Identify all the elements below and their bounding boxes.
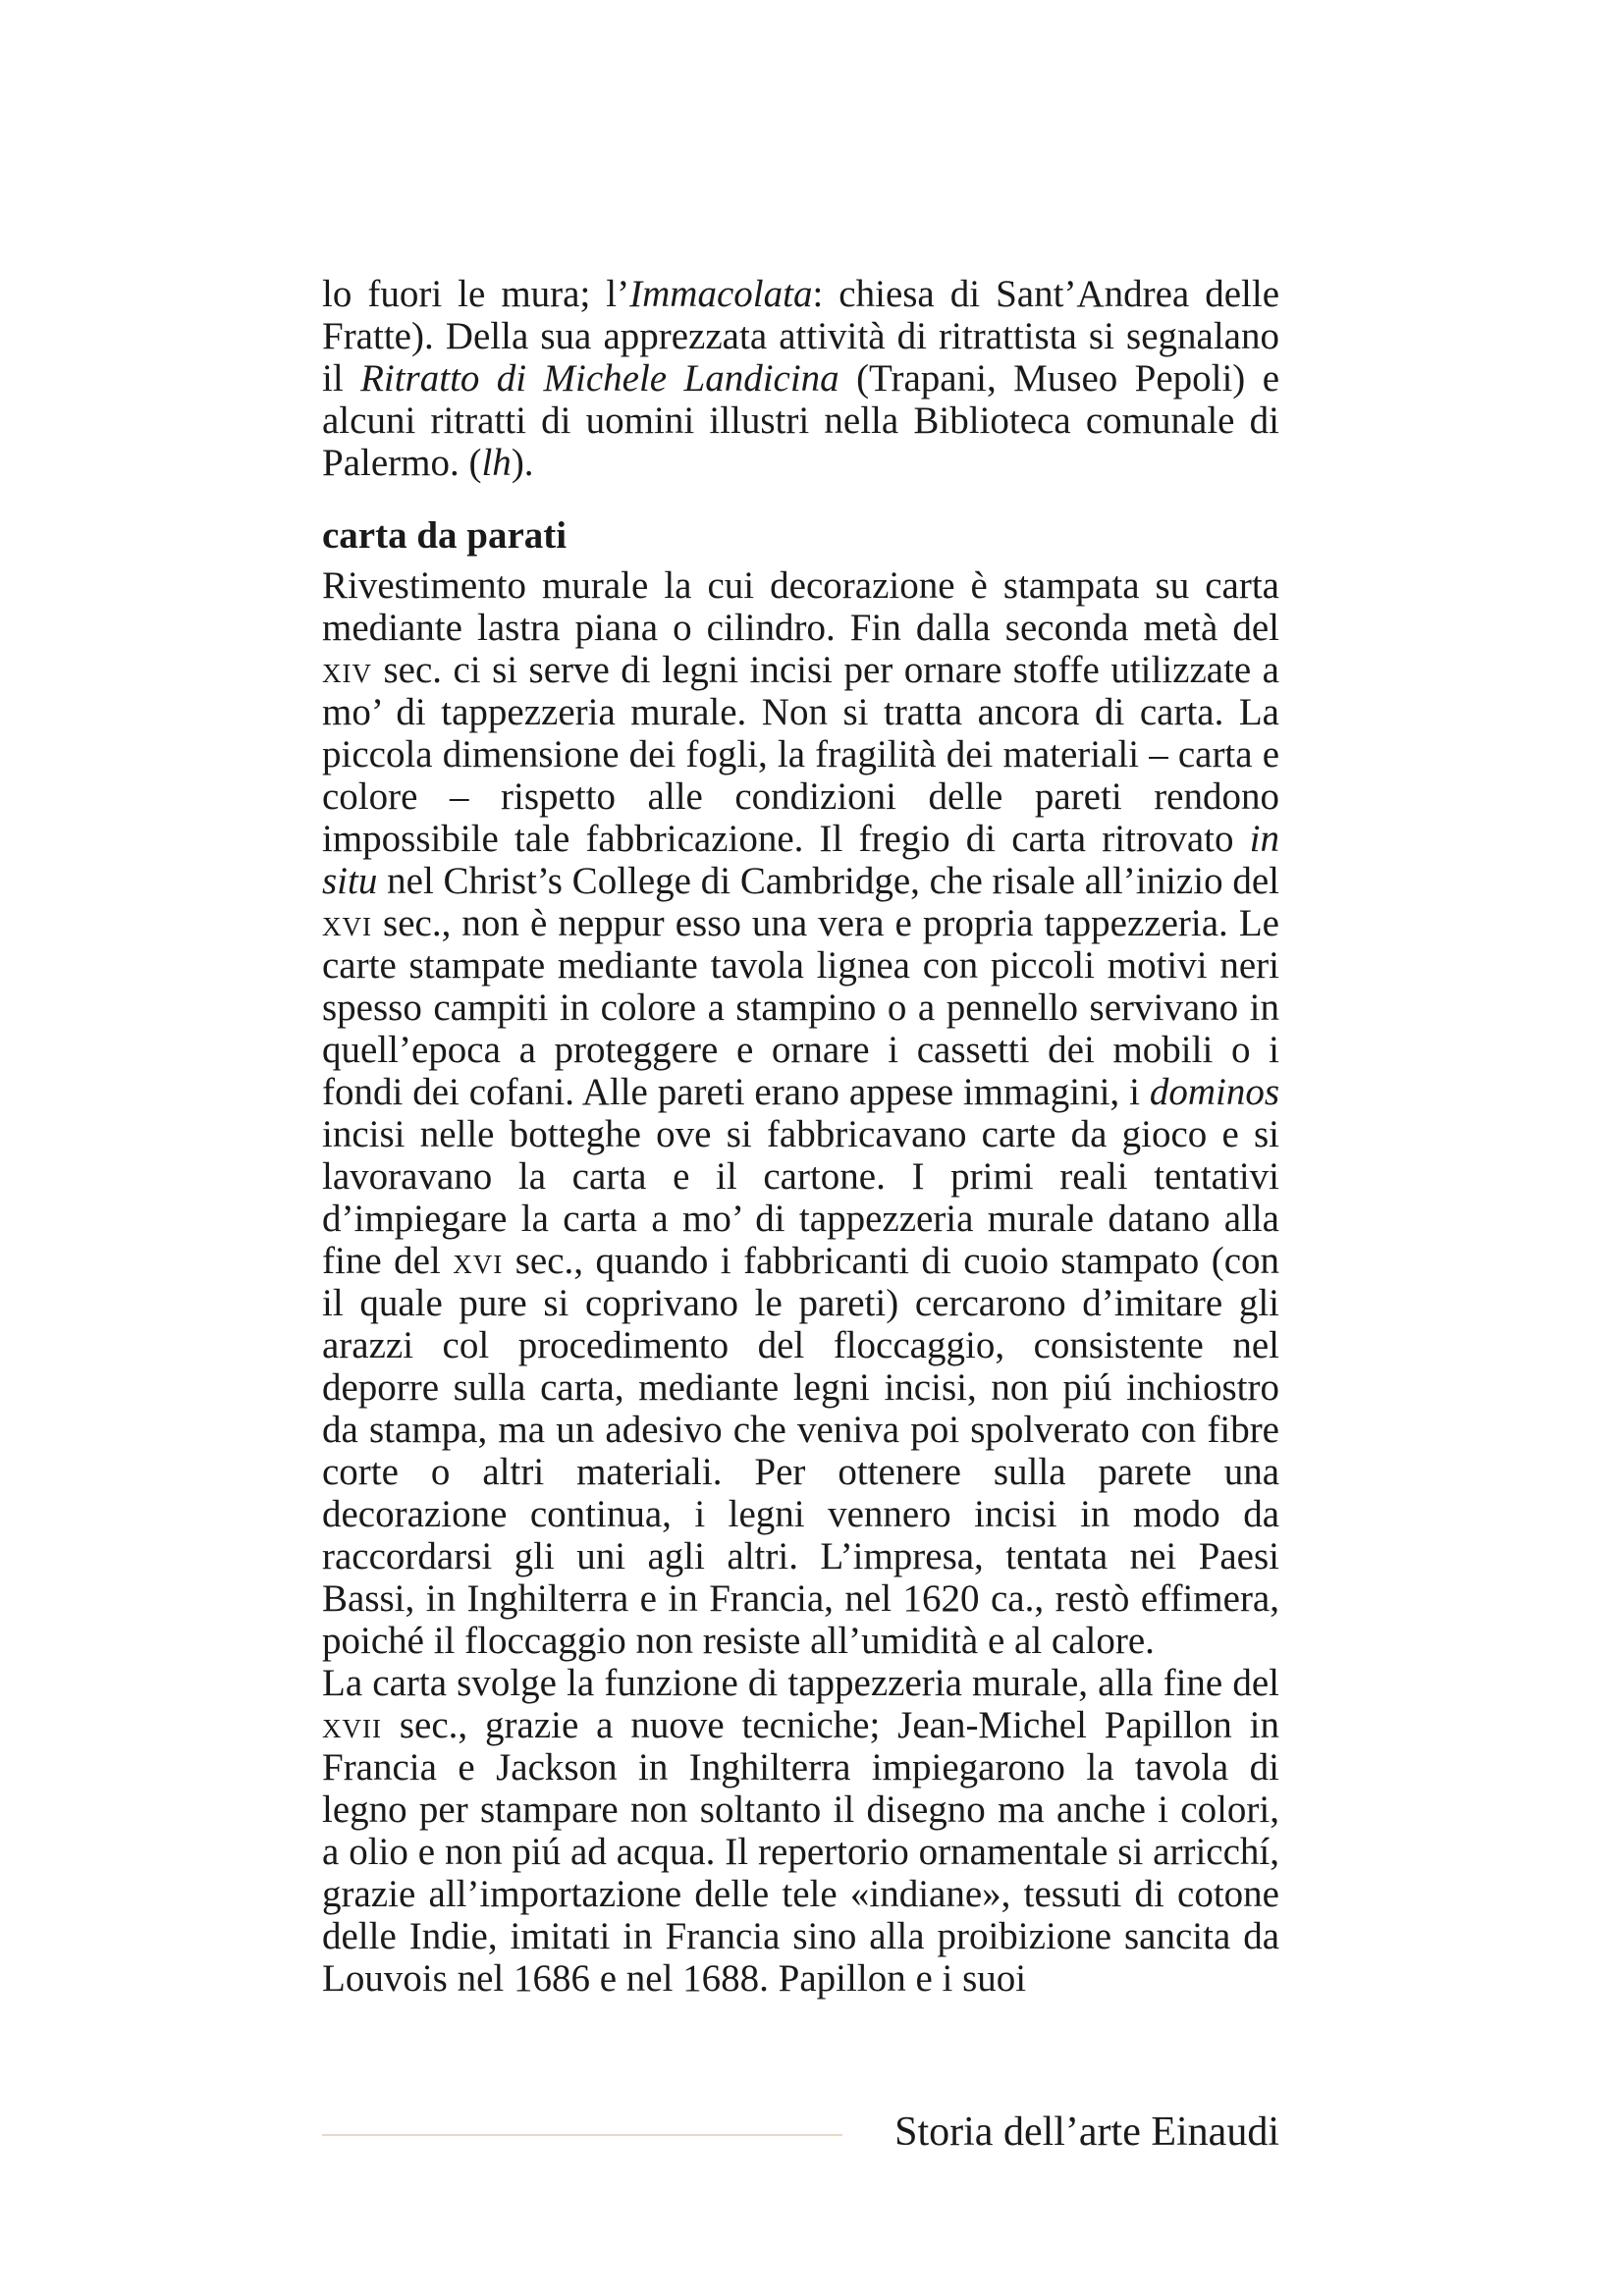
p2-text-1: La carta svolge la funzione di tappezzeria murale, alla fine del: [322, 1662, 1279, 1704]
entry-paragraph-2: [322, 1662, 1279, 2000]
p1-italic-1: in situ: [322, 818, 1279, 902]
prev-text-4: ).: [511, 442, 534, 484]
page-body: [322, 273, 1279, 2000]
p1-text-5: incisi nelle botteghe ove si fabbricavano carte da gioco e si lavoravano la carta e il cartone. I primi reali tentativi d’impiegare la carta a mo’ di tappezzeria murale datano alla fine del: [322, 1113, 1279, 1282]
footer-title: Storia dell’arte Einaudi: [894, 2109, 1279, 2155]
entry-paragraph-1: [322, 564, 1279, 1662]
prev-text-2: : chiesa di Sant’Andrea delle Fratte). Della sua apprezzata attività di ritrattista si segnalano il: [322, 273, 1279, 400]
p1-century-2: xvi: [322, 902, 372, 944]
footer-rule: [322, 2134, 842, 2136]
p1-text-6: sec., quando i fabbricanti di cuoio stampato (con il quale pure si coprivano le pareti) cercarono d’imitare gli arazzi col procedimento del floccaggio, consistente nel deporre sulla carta, mediante legni incisi, non piú inchiostro da stampa, ma un adesivo che veniva poi spolverato con fibre corte o altri materiali. Per ottenere sulla parete una decorazione continua, i legni vennero incisi in modo da raccordarsi gli uni agli altri. L’impresa, tentata nei Paesi Bassi, in Inghilterra e in Francia, nel 1620 ca., restò effimera, poiché il floccaggio non resiste all’umidità e al calore.: [322, 1240, 1280, 1662]
p1-text-2: sec. ci si serve di legni incisi per ornare stoffe utilizzate a mo’ di tappezzeria murale. Non si tratta ancora di carta. La piccola dimensione dei fogli, la fragilità dei materiali – carta e colore – rispetto alle condizioni delle pareti rendono impossibile tale fabbricazione. Il fregio di carta ritrovato: [322, 649, 1279, 860]
p2-century-1: xvii: [322, 1704, 382, 1746]
p1-italic-2: dominos: [1149, 1071, 1279, 1113]
prev-italic-1: Immacolata: [629, 273, 813, 315]
p1-text-1: Rivestimento murale la cui decorazione è stampata su carta mediante lastra piana o cilindro. Fin dalla seconda metà del: [322, 564, 1279, 649]
p1-century-3: xvi: [453, 1240, 504, 1282]
prev-italic-2: Ritratto di Michele Landicina: [360, 357, 839, 400]
entry-title: carta da parati: [322, 514, 568, 557]
previous-entry-paragraph: [322, 273, 1279, 484]
prev-text-1: lo fuori le mura; l’: [322, 273, 630, 315]
p1-text-3: nel Christ’s College di Cambridge, che risale all’inizio del: [377, 860, 1279, 902]
p1-century-1: xiv: [322, 649, 372, 691]
prev-italic-3: lh: [481, 442, 512, 484]
p1-text-4: sec., non è neppur esso una vera e propria tappezzeria. Le carte stampate mediante tavola lignea con piccoli motivi neri spesso campiti in colore a stampino o a pennello servivano in quell’epoca a proteggere e ornare i cassetti dei mobili o i fondi dei cofani. Alle pareti erano appese immagini, i: [322, 902, 1279, 1113]
prev-text-3: (Trapani, Museo Pepoli) e alcuni ritratti di uomini illustri nella Biblioteca comunale di Palermo. (: [322, 357, 1279, 484]
p2-text-2: sec., grazie a nuove tecniche; Jean-Michel Papillon in Francia e Jackson in Inghilterra impiegarono la tavola di legno per stampare non soltanto il disegno ma anche i colori, a olio e non piú ad acqua. Il repertorio ornamentale si arricchí, grazie all’importazione delle tele «indiane», tessuti di cotone delle Indie, imitati in Francia sino alla proibizione sancita da Louvois nel 1686 e nel 1688. Papillon e i suoi: [322, 1704, 1279, 2000]
